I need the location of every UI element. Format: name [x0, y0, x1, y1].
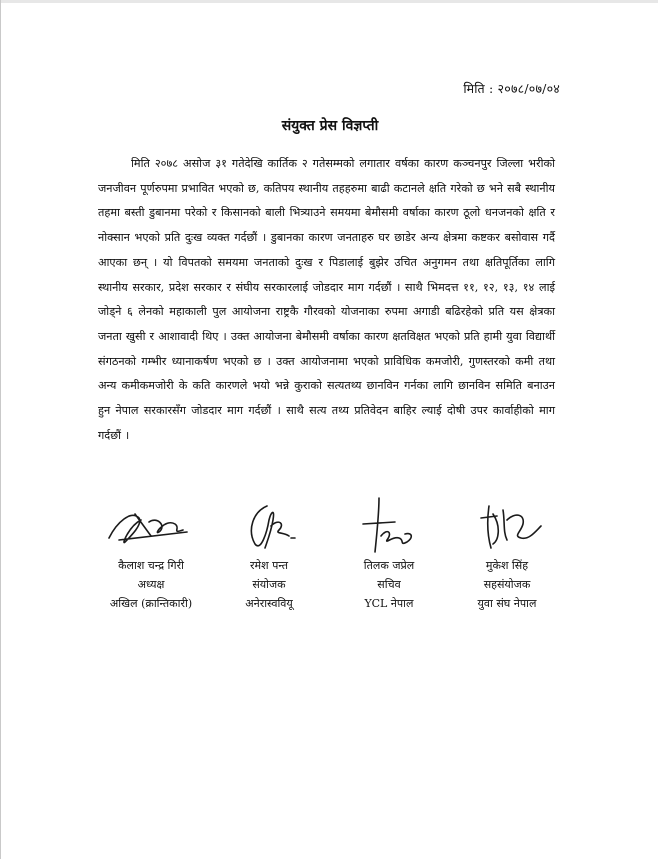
signatory-2-name: रमेश पन्त — [250, 559, 288, 572]
signature-3 — [329, 496, 449, 556]
signatory-4-name: मुकेश सिंह — [485, 559, 529, 572]
signatory-1-role: अध्यक्ष — [137, 578, 165, 591]
signatories-block — [91, 496, 566, 616]
signatory-4-org: युवा संघ नेपाल — [477, 597, 537, 610]
signatory-2 — [209, 496, 329, 613]
signature-2 — [209, 496, 329, 556]
signatory-4-role: सहसंयोजक — [483, 578, 531, 591]
release-date: मिति : २०७८/०७/०४ — [463, 81, 560, 96]
signatory-1-name: कैलाश चन्द्र गिरी — [118, 559, 184, 572]
signatory-3-role: सचिव — [377, 578, 401, 591]
signatory-4 — [447, 496, 567, 613]
signatory-2-org: अनेरास्ववियू — [245, 597, 293, 610]
signature-1 — [91, 496, 211, 556]
signatory-2-role: संयोजक — [252, 578, 286, 591]
signatory-1 — [91, 496, 211, 613]
signatory-3-org: YCL नेपाल — [364, 597, 414, 610]
document-body: मिति २०७८ असोज ३१ गतेदेखि कार्तिक २ गतेसम्मको लगातार वर्षका कारण कञ्चनपुर जिल्ला भरीको जनजीवन पूर्णरुपमा प्रभावित भएको छ, कतिपय स्थानीय तहहरुमा बाढी कटानले क्षति गरेको छ भने सबै स्थानीय तहमा बस्ती डुबानमा परेको र किसानको बाली भित्र्याउने समयमा बेमौसमी वर्षाका कारण ठूलो धनजनको क्षति र नोक्सान भएको प्रति दुःख व्यक्त गर्दछौं । डुबानका कारण जनताहरु घर छाडेर अन्य क्षेत्रमा कष्टकर बसोवास गर्दै आएका छन् । यो विपतको समयमा जनताको दुःख र पिडालाई बुझेर उचित अनुगमन तथा क्षतिपूर्तिका लागि स्थानीय सरकार, प्रदेश सरकार र संघीय सरकारलाई जोडदार माग गर्दछौं । साथै भिमदत्त ११, १२, १३, १४ लाई जोड्ने ६ लेनको महाकाली पुल आयोजना राष्ट्रकै गौरवको योजनाका रुपमा अगाडी बढिरहेको प्रति यस क्षेत्रका जनता खुसी र आशावादी थिए । उक्त आयोजना बेमौसमी वर्षाका कारण क्षतविक्षत भएको प्रति हामी युवा विद्यार्थी संगठनको गम्भीर ध्यानाकर्षण भएको छ । उक्त आयोजनामा भएको प्राविधिक कमजोरी, गुणस्तरको कमी तथा अन्य कमीकमजोरी के कति कारणले भयो भन्ने कुराको सत्यतथ्य छानविन गर्नका लागि छानविन समिति बनाउन हुन नेपाल सरकारसँग जोडदार माग गर्दछौं । साथै सत्य तथ्य प्रतिवेदन बाहिर ल्याई दोषी उपर कार्वाहीको माग गर्दछौं । — [98, 157, 555, 442]
signature-4 — [447, 496, 567, 556]
signatory-3-name: तिलक जप्रेल — [363, 559, 415, 572]
signatory-3 — [329, 496, 449, 613]
page-top-edge — [1, 0, 658, 3]
document-title: संयुक्त प्रेस विज्ञप्ती — [281, 118, 379, 134]
signatory-1-org: अखिल (क्रान्तिकारी) — [109, 597, 193, 610]
